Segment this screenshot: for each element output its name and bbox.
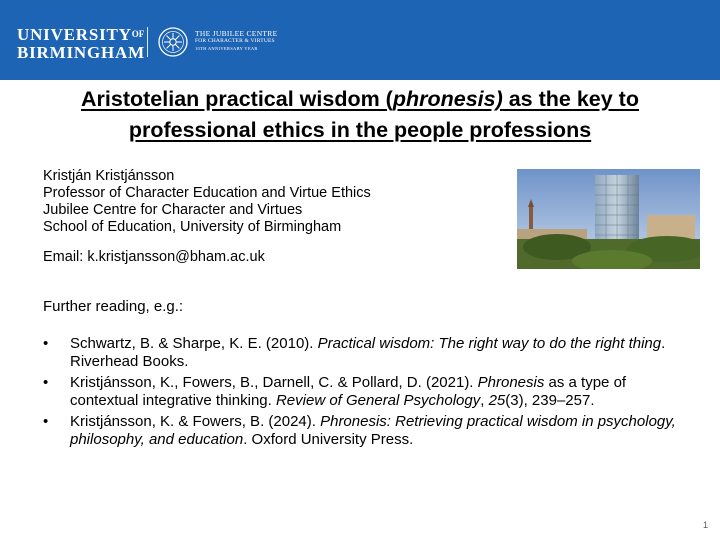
author-name: Kristján Kristjánsson xyxy=(43,168,175,184)
ref-2-title-rest: as a type of contextual integrative thinking. xyxy=(70,374,627,409)
list-item xyxy=(43,374,683,410)
centre-subtitle: FOR CHARACTER & VIRTUES xyxy=(195,38,275,44)
bullet-marker: • xyxy=(43,374,49,391)
jubilee-centre-emblem-icon xyxy=(158,27,188,57)
bullet-marker: • xyxy=(43,335,49,352)
reference-list xyxy=(43,335,683,452)
ref-1-publisher: . Riverhead Books. xyxy=(70,335,666,370)
university-name-of: OF xyxy=(131,29,145,39)
further-reading-heading: Further reading, e.g.: xyxy=(43,298,184,315)
ref-2-authors: Kristjánsson, K., Fowers, B., Darnell, C. & Pollard, D. (2021). xyxy=(70,374,478,391)
centre-anniversary: 10TH ANNIVERSARY YEAR xyxy=(195,46,258,51)
banner-divider xyxy=(147,27,148,57)
campus-photo xyxy=(517,169,700,269)
title-part1: Aristotelian practical wisdom ( xyxy=(81,87,393,111)
ref-2-pages: (3), 239–257. xyxy=(505,392,595,409)
jubilee-centre-logo[interactable] xyxy=(195,29,277,52)
ref-2-journal: Review of General Psychology xyxy=(275,392,481,409)
header-banner xyxy=(0,0,720,80)
ref-1-authors: Schwartz, B. & Sharpe, K. E. (2010). xyxy=(70,335,318,352)
university-name-line2: BIRMINGHAM xyxy=(17,43,145,62)
university-name-line1: UNIVERSITY xyxy=(17,25,132,44)
page-number: 1 xyxy=(702,520,708,530)
ref-3-book-title: Phronesis: Retrieving practical wisdom in psychology, philosophy, and education xyxy=(70,413,676,448)
list-item xyxy=(43,335,683,371)
slide-title xyxy=(20,84,700,146)
author-school: School of Education, University of Birmingham xyxy=(43,219,342,235)
bullet-marker: • xyxy=(43,413,49,430)
list-item xyxy=(43,413,683,449)
university-logo[interactable] xyxy=(17,26,145,61)
ref-2-title-italic: Phronesis xyxy=(477,374,545,391)
author-centre: Jubilee Centre for Character and Virtues xyxy=(43,202,303,218)
centre-title: THE JUBILEE CENTRE xyxy=(195,29,278,38)
author-email[interactable]: Email: k.kristjansson@bham.ac.uk xyxy=(43,249,265,265)
ref-3-authors: Kristjánsson, K. & Fowers, B. (2024). xyxy=(70,413,321,430)
ref-3-publisher: . Oxford University Press. xyxy=(243,431,414,448)
author-role: Professor of Character Education and Virtue Ethics xyxy=(43,185,371,201)
ref-2-volume: 25 xyxy=(488,392,506,409)
ref-1-book-title: Practical wisdom: The right way to do the right thing xyxy=(317,335,662,352)
title-italic: phronesis) xyxy=(392,87,503,111)
title-part2: as the key to professional ethics in the people professions xyxy=(128,87,639,142)
ref-2-sep: , xyxy=(480,392,489,409)
author-block xyxy=(43,168,371,236)
